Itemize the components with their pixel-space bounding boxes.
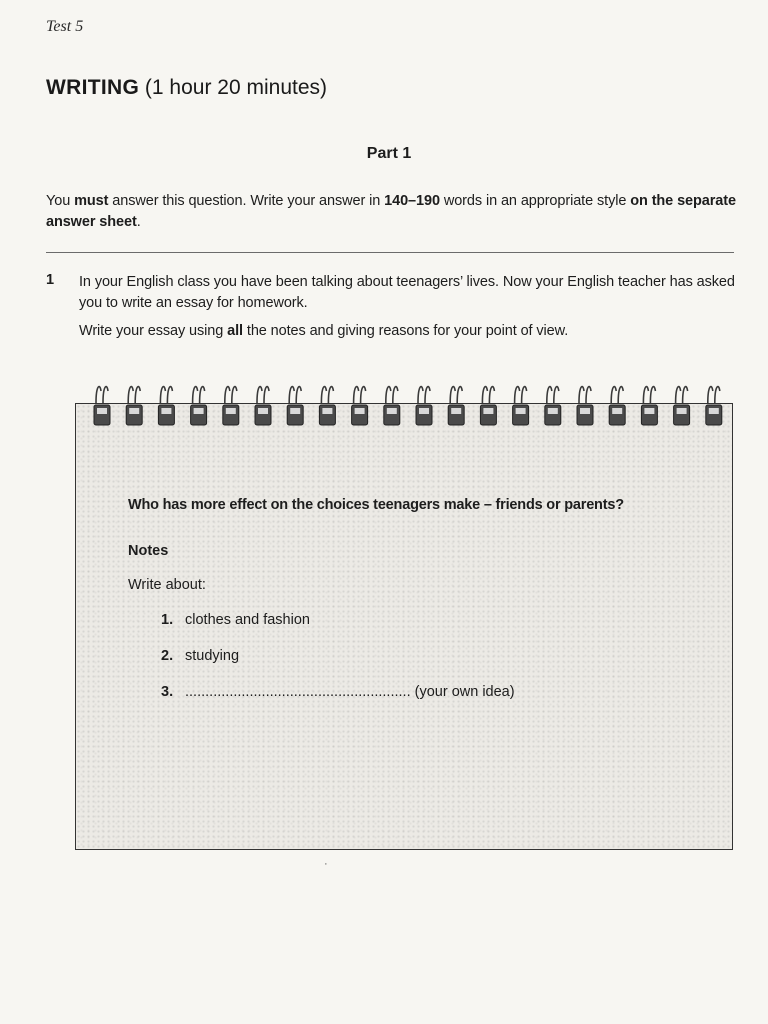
spiral-ring-icon: [674, 387, 690, 425]
note-item-text: clothes and fashion: [185, 612, 310, 628]
question-task-emphasis: all: [227, 323, 243, 339]
instructions: [46, 191, 746, 233]
stray-mark: ·: [324, 858, 328, 870]
note-item-2: [161, 648, 239, 664]
question-number: 1: [46, 272, 55, 288]
spiral-ring-icon: [319, 387, 335, 425]
spiral-ring-icon: [577, 387, 593, 425]
spiral-ring-icon: [126, 387, 142, 425]
question-context: In your English class you have been talking about teenagers’ lives. Now your English teacher has asked you to write an essay for homework.: [79, 274, 735, 311]
instructions-word-count: 140–190: [384, 193, 440, 209]
question-task-text: the notes and giving reasons for your point of view.: [242, 323, 569, 339]
note-item-number: 2.: [161, 648, 174, 664]
spiral-ring-icon: [480, 387, 496, 425]
spiral-ring-icon: [641, 387, 657, 425]
question-text: [79, 272, 744, 342]
divider-rule: [46, 252, 734, 253]
spiral-ring-icon: [545, 387, 561, 425]
instructions-text: .: [136, 214, 141, 230]
spiral-ring-icon: [191, 387, 207, 425]
spiral-ring-icon: [513, 387, 529, 425]
spiral-ring-icon: [352, 387, 368, 425]
spiral-ring-icon: [94, 387, 110, 425]
instructions-emphasis-must: must: [74, 193, 109, 209]
question-task: [79, 321, 744, 342]
note-item-text: ........................................................ (your own idea): [185, 684, 515, 700]
spiral-ring-icon: [287, 387, 303, 425]
spiral-ring-icon: [416, 387, 432, 425]
instructions-text: answer this question. Write your answer in: [108, 193, 385, 209]
instructions-emphasis-answer-sheet: on the separate answer sheet: [46, 193, 736, 230]
question-task-text: Write your essay using: [79, 323, 228, 339]
spiral-ring-icon: [448, 387, 464, 425]
spiral-ring-icon: [255, 387, 271, 425]
spiral-ring-icon: [158, 387, 174, 425]
notes-heading: Notes: [128, 543, 169, 559]
spiral-ring-icon: [609, 387, 625, 425]
note-item-3: [161, 684, 515, 700]
write-about-label: Write about:: [128, 577, 206, 593]
section-title-main: WRITING: [46, 76, 140, 99]
essay-question: Who has more effect on the choices teenagers make – friends or parents?: [128, 497, 624, 513]
note-item-text: studying: [185, 648, 240, 664]
spiral-ring-icon: [706, 387, 722, 425]
section-title: [46, 76, 327, 100]
note-item-number: 1.: [161, 612, 174, 628]
spiral-ring-icon: [384, 387, 400, 425]
instructions-text: You: [46, 193, 75, 209]
note-item-number: 3.: [161, 684, 174, 700]
instructions-text: words in an appropriate style: [439, 193, 631, 209]
spiral-binding-icon: [90, 381, 730, 429]
spiral-ring-icon: [223, 387, 239, 425]
section-title-duration: (1 hour 20 minutes): [139, 76, 328, 99]
note-item-1: [161, 612, 310, 628]
part-heading: Part 1: [366, 145, 412, 162]
running-head: Test 5: [46, 18, 84, 35]
